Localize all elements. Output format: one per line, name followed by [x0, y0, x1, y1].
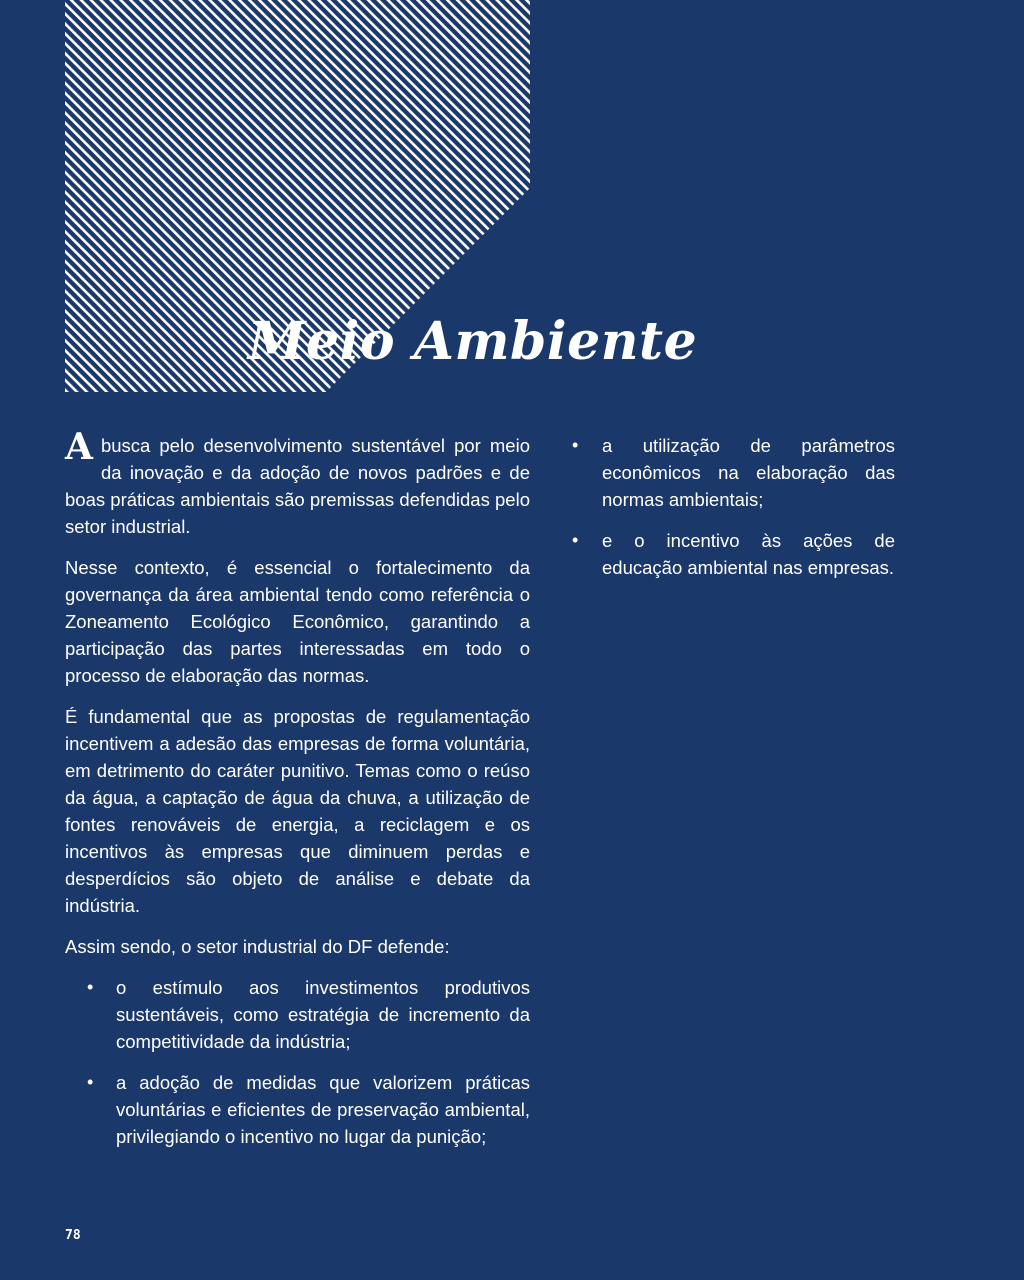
- right-column: [572, 432, 895, 595]
- list-item: [65, 974, 530, 1055]
- list-item: [572, 527, 895, 581]
- intro-text: busca pelo desenvolvimento sustentável por meio da inovação e da adoção de novos padrões e de boas práticas ambientais são premissas defendidas pelo setor industrial.: [65, 435, 530, 537]
- list-item-text: a adoção de medidas que valorizem práticas voluntárias e eficientes de preservação ambiental, privilegiando o incentivo no lugar da punição;: [116, 1072, 530, 1147]
- list-item-text: o estímulo aos investimentos produtivos sustentáveis, como estratégia de incremento da competitividade da indústria;: [116, 977, 530, 1052]
- bullet-icon: •: [572, 530, 579, 550]
- intro-paragraph: [65, 426, 530, 540]
- list-item: [65, 1069, 530, 1150]
- paragraph-regulation: É fundamental que as propostas de regulamentação incentivem a adesão das empresas de forma voluntária, em detrimento do caráter punitivo. Temas como o reúso da água, a captação de água da chuva, a utilização de fontes renováveis de energia, a reciclagem e os incentivos às empresas que diminuem perdas e desperdícios são objeto de análise e debate da indústria.: [65, 706, 530, 916]
- bullet-icon: •: [572, 435, 579, 455]
- drop-cap: A: [65, 426, 93, 468]
- paragraph-defends: Assim sendo, o setor industrial do DF defende:: [65, 936, 450, 957]
- bullet-icon: •: [87, 1072, 94, 1092]
- paragraph-governance: Nesse contexto, é essencial o fortalecimento da governança da área ambiental tendo como referência o Zoneamento Ecológico Econômico, garantindo a participação das partes interessadas em todo o processo de elaboração das normas.: [65, 557, 530, 686]
- left-column: [65, 426, 530, 1164]
- right-bullet-list: [572, 432, 895, 581]
- list-item-text: a utilização de parâmetros econômicos na elaboração das normas ambientais;: [602, 435, 895, 510]
- bullet-icon: •: [87, 977, 94, 997]
- page-title: Meio Ambiente: [248, 311, 698, 372]
- page-number: 78: [65, 1228, 81, 1243]
- list-item: [572, 432, 895, 513]
- left-bullet-list: [65, 974, 530, 1150]
- list-item-text: e o incentivo às ações de educação ambiental nas empresas.: [602, 530, 895, 578]
